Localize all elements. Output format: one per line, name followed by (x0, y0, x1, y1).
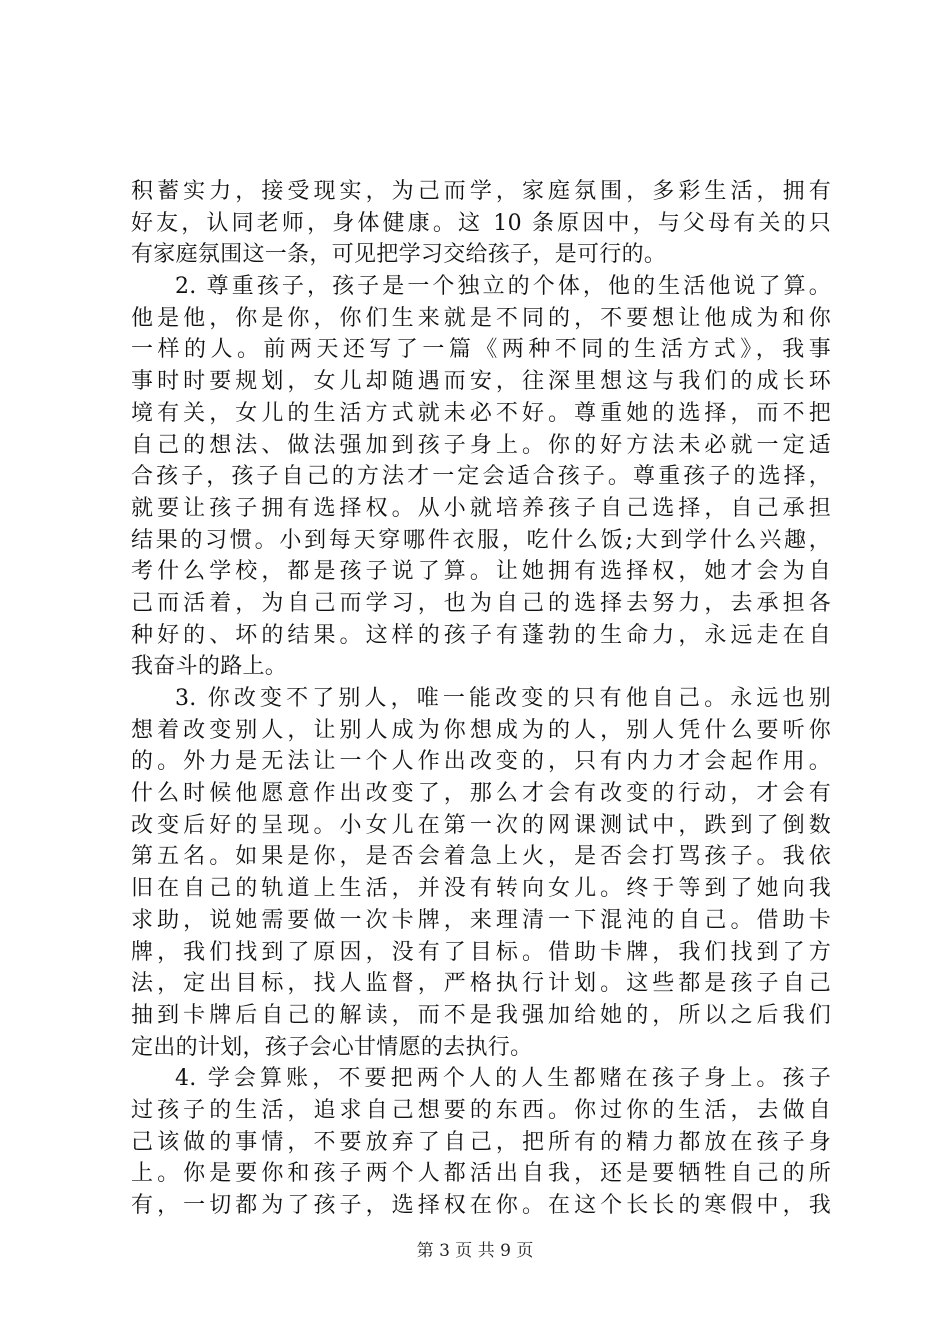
text-line: 法，定出目标，找人监督，严格执行计划。这些都是孩子自己 (131, 971, 831, 997)
text-line: 的。外力是无法让一个人作出改变的，只有内力才会起作用。 (131, 749, 831, 775)
text-line: 考什么学校，都是孩子说了算。让她拥有选择权，她才会为自 (131, 559, 831, 585)
text-line: 就要让孩子拥有选择权。从小就培养孩子自己选择，自己承担 (131, 495, 831, 521)
text-line: 有家庭氛围这一条，可见把学习交给孩子，是可行的。 (131, 242, 667, 268)
text-line: 抽到卡牌后自己的解读，而不是我强加给她的，所以之后我们 (131, 1002, 831, 1028)
text-line: 事时时要规划，女儿却随遇而安，往深里想这与我们的成长环 (131, 369, 831, 395)
text-line: 牌，我们找到了原因，没有了目标。借助卡牌，我们找到了方 (131, 939, 831, 965)
text-line: 改变后好的呈现。小女儿在第一次的网课测试中，跌到了倒数 (131, 812, 831, 838)
page-number-footer: 第 3 页 共 9 页 (416, 1241, 534, 1261)
text-line: 有，一切都为了孩子，选择权在你。在这个长长的寒假中，我 (131, 1193, 831, 1218)
text-line: 种好的、坏的结果。这样的孩子有蓬勃的生命力，永远走在自 (131, 622, 831, 648)
text-line: 结果的习惯。小到每天穿哪件衣服，吃什么饭;大到学什么兴趣， (131, 527, 831, 553)
text-line: 自己的想法、做法强加到孩子身上。你的好方法未必就一定适 (131, 432, 831, 458)
text-line: 想着改变别人，让别人成为你想成为的人，别人凭什么要听你 (131, 717, 831, 743)
text-line: 积蓄实力，接受现实，为己而学，家庭氛围，多彩生活，拥有 (131, 179, 831, 204)
text-line: 我奋斗的路上。 (131, 654, 288, 680)
paragraph-3-first-line: 3. 你改变不了别人，唯一能改变的只有他自己。永远也别 (175, 686, 831, 711)
text-line: 己而活着，为自己而学习，也为自己的选择去努力，去承担各 (131, 590, 831, 616)
text-line: 上。你是要你和孩子两个人都活出自我，还是要牺牲自己的所 (131, 1161, 831, 1187)
text-line: 他是他，你是你，你们生来就是不同的，不要想让他成为和你 (131, 305, 831, 331)
text-line: 旧在自己的轨道上生活，并没有转向女儿。终于等到了她向我 (131, 876, 831, 902)
text-line: 好友，认同老师，身体健康。这 10 条原因中，与父母有关的只 (131, 210, 831, 236)
text-line: 境有关，女儿的生活方式就未必不好。尊重她的选择，而不把 (131, 400, 831, 426)
text-line: 什么时候他愿意作出改变了，那么才会有改变的行动，才会有 (131, 781, 831, 807)
text-line: 过孩子的生活，追求自己想要的东西。你过你的生活，去做自 (131, 1097, 831, 1123)
body-text (131, 176, 831, 1222)
text-line: 一样的人。前两天还写了一篇《两种不同的生活方式》，我事 (131, 337, 831, 363)
text-line: 定出的计划，孩子会心甘情愿的去执行。 (131, 1034, 533, 1060)
paragraph-4-first-line: 4. 学会算账，不要把两个人的人生都赌在孩子身上。孩子 (175, 1066, 831, 1092)
text-line: 求助，说她需要做一次卡牌，来理清一下混沌的自己。借助卡 (131, 907, 831, 933)
text-line: 第五名。如果是你，是否会着急上火，是否会打骂孩子。我依 (131, 844, 831, 870)
paragraph-2-first-line: 2. 尊重孩子，孩子是一个独立的个体，他的生活他说了算。 (175, 274, 831, 300)
text-line: 己该做的事情，不要放弃了自己，把所有的精力都放在孩子身 (131, 1129, 831, 1155)
text-line: 合孩子，孩子自己的方法才一定会适合孩子。尊重孩子的选择， (131, 464, 831, 490)
